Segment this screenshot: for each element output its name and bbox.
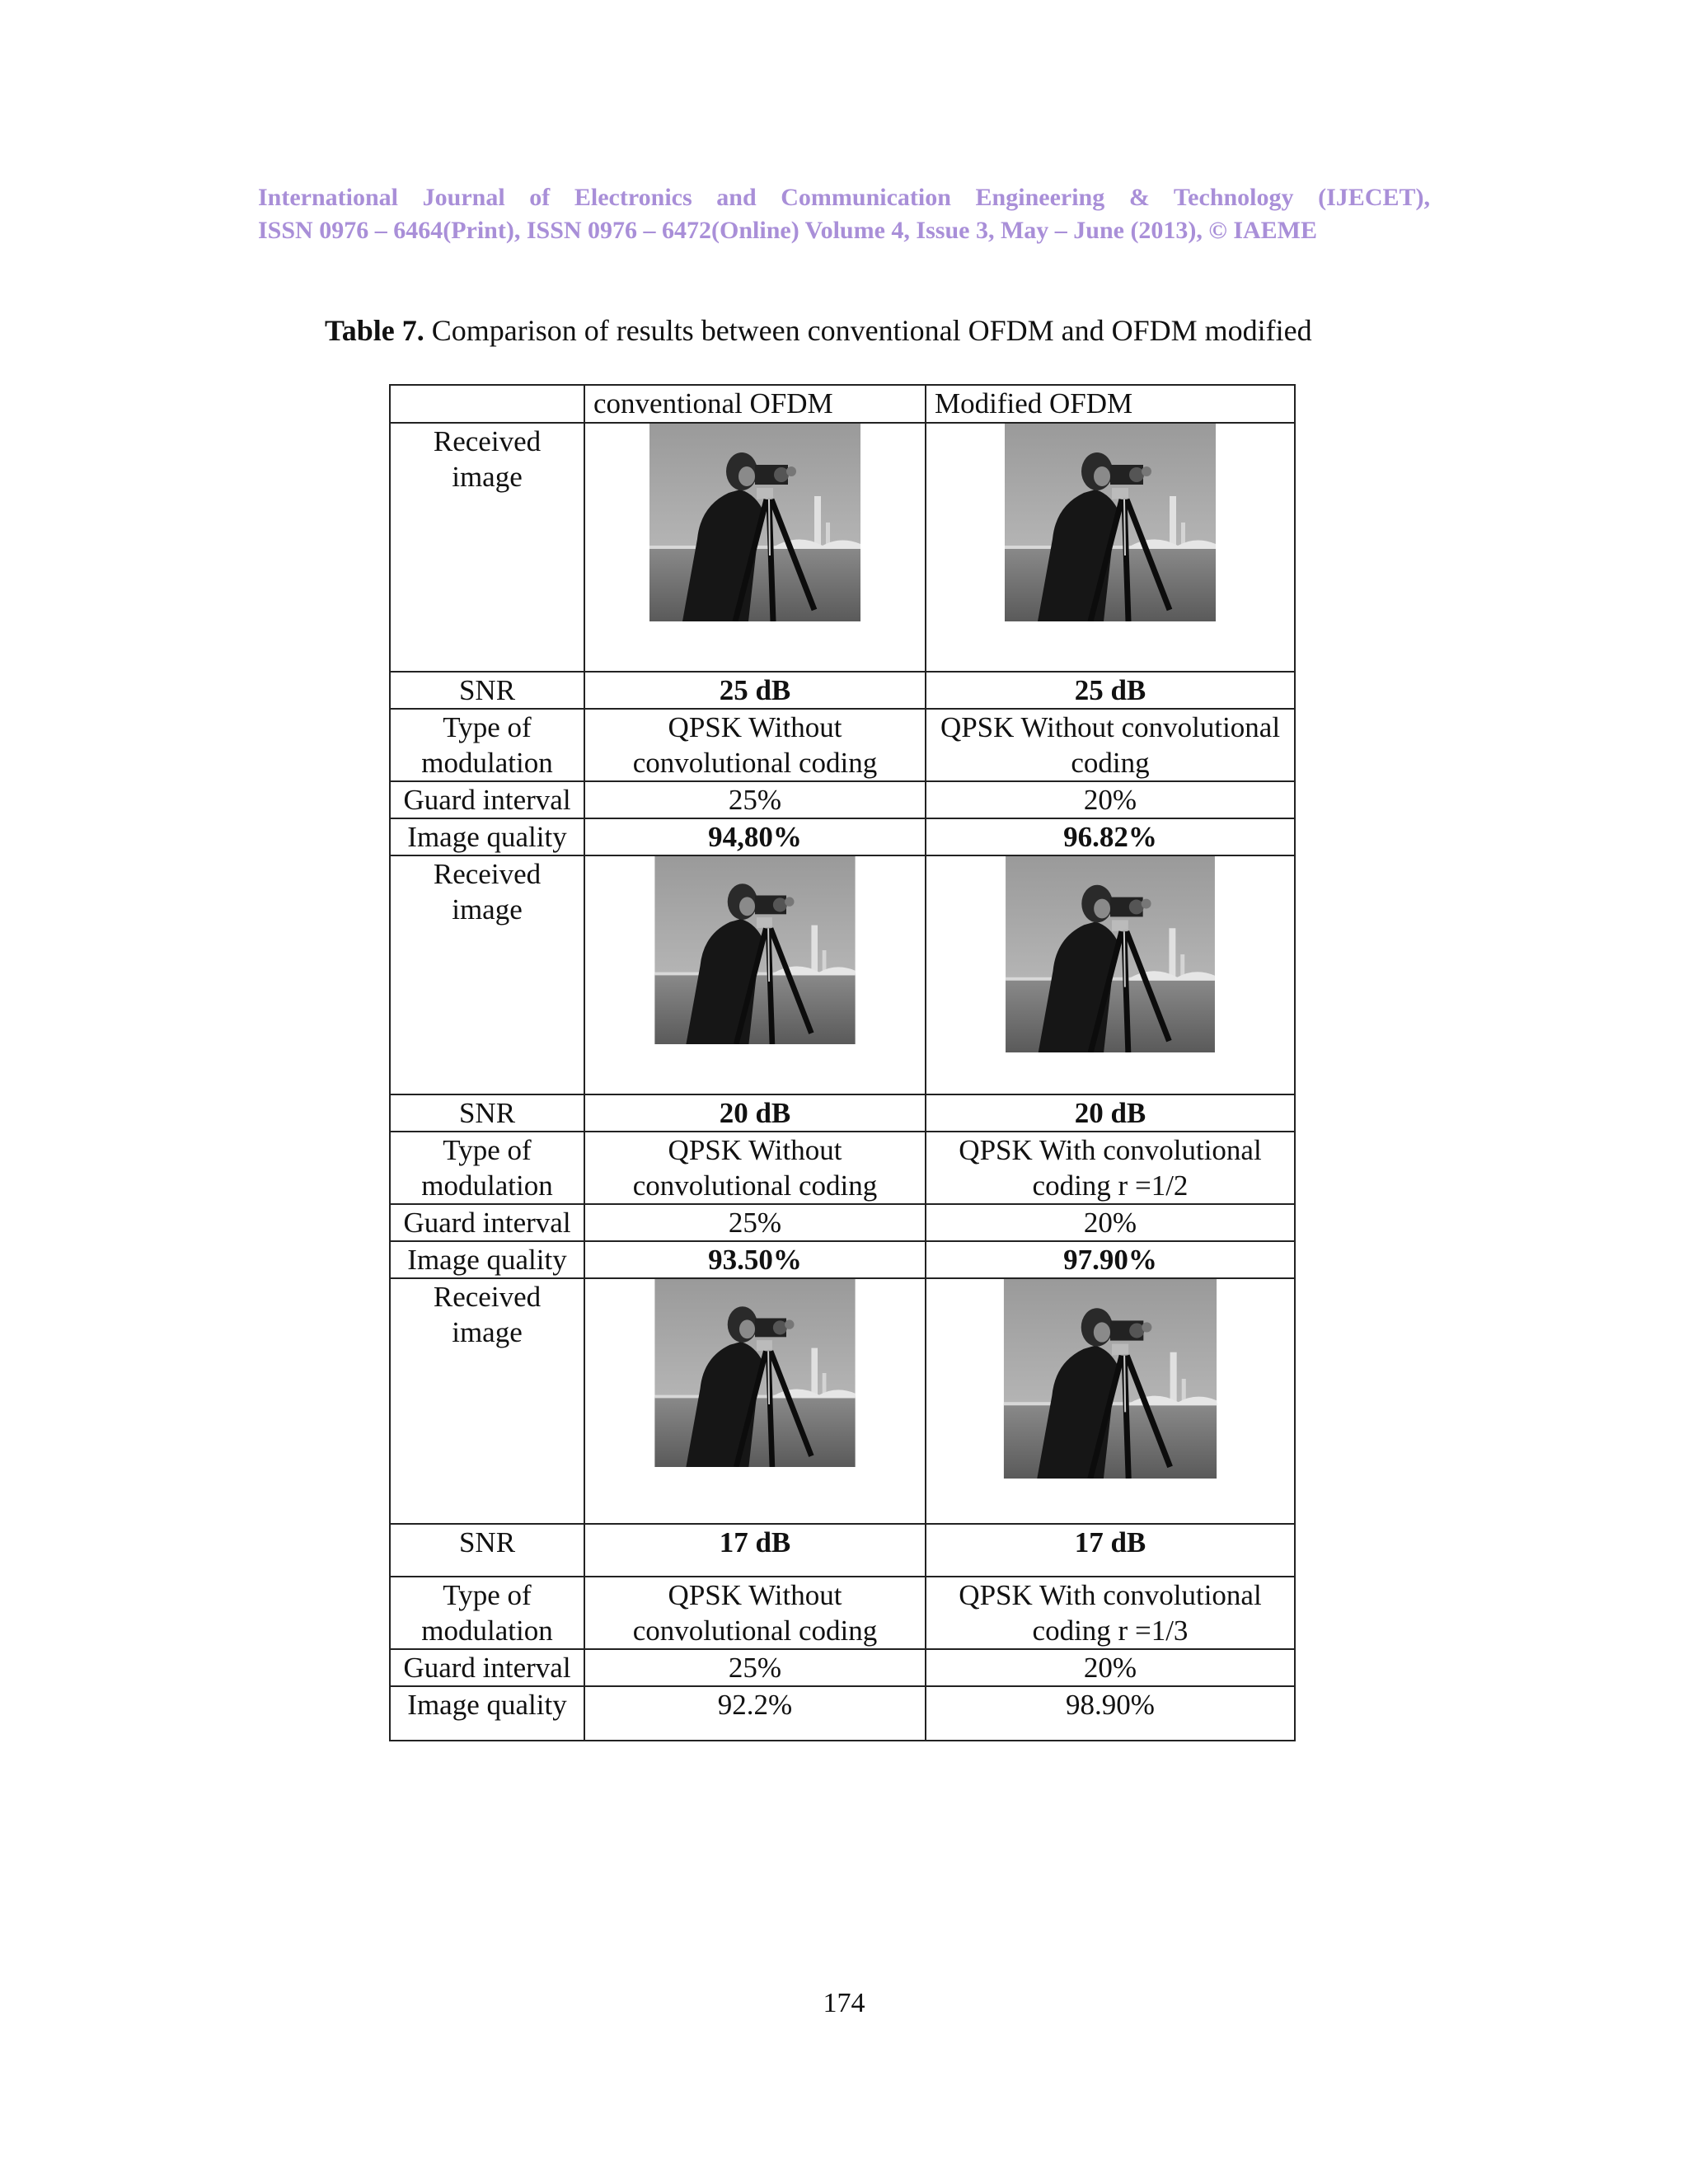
modulation-conventional-2: QPSK Without convolutional coding (584, 1132, 926, 1204)
modulation-conventional-1: QPSK Without convolutional coding (584, 709, 926, 781)
page-number: 174 (823, 1988, 865, 2018)
table-header-row (390, 385, 1295, 423)
guard-row-2 (390, 1204, 1295, 1241)
quality-modified-1: 96.82% (926, 818, 1295, 855)
received-image-label-1: Received image (390, 423, 584, 672)
quality-row-3 (390, 1686, 1295, 1741)
modulation-label-3: Type of modulation (390, 1577, 584, 1649)
modulation-row-1 (390, 709, 1295, 781)
snr-modified-1: 25 dB (926, 672, 1295, 709)
received-image-label-2: Received image (390, 855, 584, 1094)
received-image-modified-3 (1001, 1279, 1219, 1479)
journal-header-line2: ISSN 0976 – 6464(Print), ISSN 0976 – 6472(Online) Volume 4, Issue 3, May – June (2013), © IAEME (258, 217, 1318, 244)
modulation-row-2 (390, 1132, 1295, 1204)
image-cell-conventional-2 (584, 855, 926, 1094)
guard-modified-2: 20% (926, 1204, 1295, 1241)
received-image-conventional-1 (643, 424, 867, 621)
modulation-modified-1: QPSK Without convolutional coding (926, 709, 1295, 781)
modulation-conventional-3: QPSK Without convolutional coding (584, 1577, 926, 1649)
snr-row-1 (390, 672, 1295, 709)
guard-row-3 (390, 1649, 1295, 1686)
received-image-conventional-3 (649, 1279, 861, 1467)
snr-label-1: SNR (390, 672, 584, 709)
snr-row-3 (390, 1524, 1295, 1577)
guard-modified-1: 20% (926, 781, 1295, 818)
snr-label-3: SNR (390, 1524, 584, 1577)
quality-modified-3: 98.90% (926, 1686, 1295, 1741)
quality-label-3: Image quality (390, 1686, 584, 1741)
results-table (389, 384, 1296, 1741)
table-caption (325, 313, 1312, 348)
quality-conventional-3: 92.2% (584, 1686, 926, 1741)
snr-modified-2: 20 dB (926, 1094, 1295, 1132)
guard-label-1: Guard interval (390, 781, 584, 818)
header-empty-cell (390, 385, 584, 423)
guard-label-3: Guard interval (390, 1649, 584, 1686)
quality-conventional-1: 94,80% (584, 818, 926, 855)
header-conventional-ofdm: conventional OFDM (584, 385, 926, 423)
table-caption-text: Comparison of results between conventional OFDM and OFDM modified (424, 314, 1312, 347)
table-caption-label: Table 7. (325, 314, 424, 347)
snr-conventional-2: 20 dB (584, 1094, 926, 1132)
guard-conventional-2: 25% (584, 1204, 926, 1241)
quality-row-1 (390, 818, 1295, 855)
quality-label-2: Image quality (390, 1241, 584, 1278)
guard-row-1 (390, 781, 1295, 818)
received-image-row-3 (390, 1278, 1295, 1524)
modulation-modified-2: QPSK With convolutional coding r =1/2 (926, 1132, 1295, 1204)
guard-conventional-1: 25% (584, 781, 926, 818)
quality-modified-2: 97.90% (926, 1241, 1295, 1278)
snr-conventional-1: 25 dB (584, 672, 926, 709)
received-image-label-3: Received image (390, 1278, 584, 1524)
modulation-label-2: Type of modulation (390, 1132, 584, 1204)
guard-conventional-3: 25% (584, 1649, 926, 1686)
quality-row-2 (390, 1241, 1295, 1278)
quality-conventional-2: 93.50% (584, 1241, 926, 1278)
journal-header-line1: International Journal of Electronics and Communication Engineering & Technology (IJECET), (258, 184, 1430, 211)
guard-label-2: Guard interval (390, 1204, 584, 1241)
received-image-conventional-2 (642, 856, 868, 1044)
image-cell-modified-3 (926, 1278, 1295, 1524)
quality-label-1: Image quality (390, 818, 584, 855)
received-image-modified-1 (1005, 424, 1216, 621)
snr-conventional-3: 17 dB (584, 1524, 926, 1577)
modulation-modified-3: QPSK With convolutional coding r =1/3 (926, 1577, 1295, 1649)
modulation-row-3 (390, 1577, 1295, 1649)
received-image-row-2 (390, 855, 1295, 1094)
image-cell-conventional-1 (584, 423, 926, 672)
received-image-modified-2 (998, 856, 1222, 1052)
image-cell-modified-1 (926, 423, 1295, 672)
image-cell-conventional-3 (584, 1278, 926, 1524)
received-image-row-1 (390, 423, 1295, 672)
snr-modified-3: 17 dB (926, 1524, 1295, 1577)
journal-header (258, 181, 1430, 247)
modulation-label-1: Type of modulation (390, 709, 584, 781)
snr-row-2 (390, 1094, 1295, 1132)
snr-label-2: SNR (390, 1094, 584, 1132)
image-cell-modified-2 (926, 855, 1295, 1094)
guard-modified-3: 20% (926, 1649, 1295, 1686)
header-modified-ofdm: Modified OFDM (926, 385, 1295, 423)
